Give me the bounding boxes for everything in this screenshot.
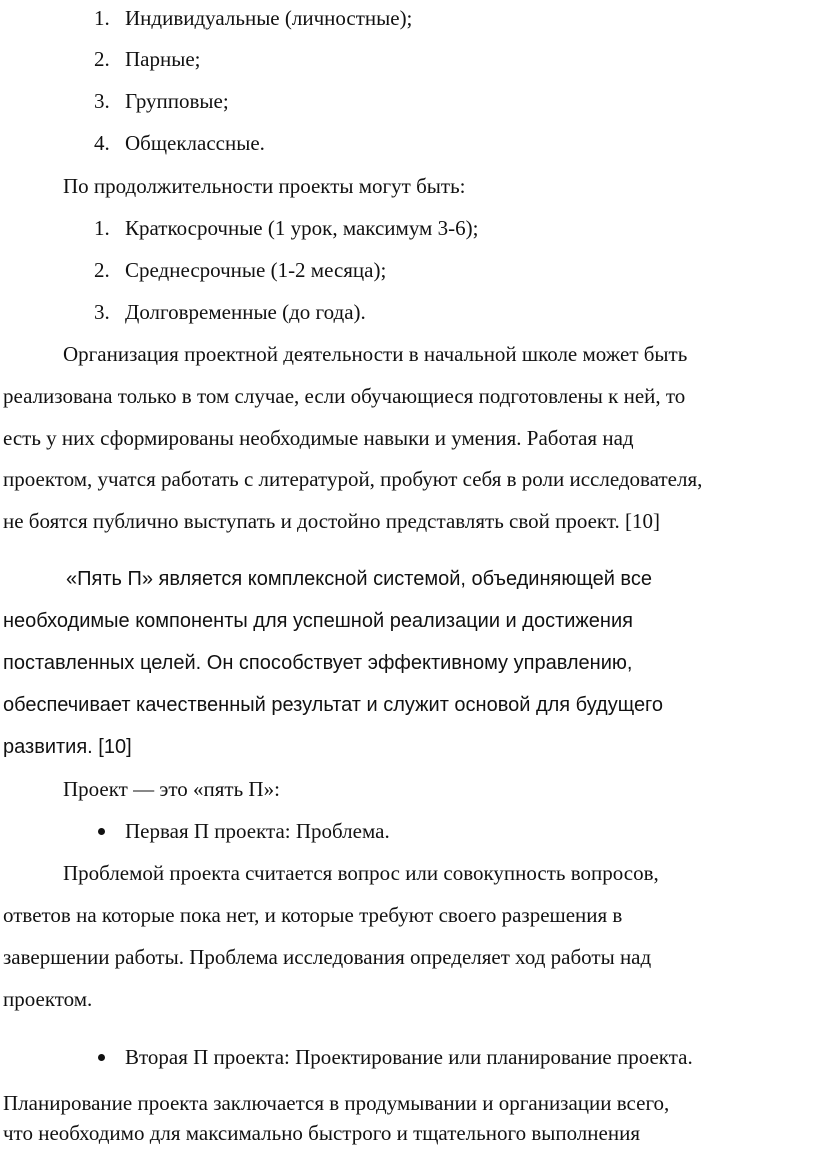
list1-item-1-number: 1. — [94, 6, 110, 30]
bullet-icon — [98, 828, 105, 835]
list2-item-2-number: 2. — [94, 258, 110, 282]
para3-line-3: завершении работы. Проблема исследования определяет ход работы над — [3, 945, 652, 969]
list1-item-4-number: 4. — [94, 131, 110, 155]
list1-item-2-text: Парные; — [125, 47, 201, 71]
para1-line-5: не боятся публично выступать и достойно представлять свой проект. [10] — [3, 509, 660, 533]
duration-intro: По продолжительности проекты могут быть: — [63, 174, 466, 198]
para2-line-5: развития. [10] — [3, 736, 132, 758]
para4-line-2: что необходимо для максимально быстрого и тщательного выполнения — [3, 1121, 640, 1145]
para1-line-3: есть у них сформированы необходимые навыки и умения. Работая над — [3, 426, 634, 450]
para2-line-3: поставленных целей. Он способствует эффективному управлению, — [3, 652, 633, 674]
bullet2-text: Вторая П проекта: Проектирование или планирование проекта. — [125, 1045, 693, 1069]
para1-line-4: проектом, учатся работать с литературой, пробуют себя в роли исследователя, — [3, 467, 703, 491]
list2-item-1-number: 1. — [94, 216, 110, 240]
list2-item-2-text: Среднесрочные (1-2 месяца); — [125, 258, 387, 282]
para1-line-1: Организация проектной деятельности в начальной школе может быть — [63, 342, 688, 366]
bullet-icon — [98, 1054, 105, 1061]
para4-line-1: Планирование проекта заключается в продумывании и организации всего, — [3, 1091, 670, 1115]
para3-line-4: проектом. — [3, 987, 93, 1011]
list1-item-3-text: Групповые; — [125, 89, 229, 113]
list2-item-3-number: 3. — [94, 300, 110, 324]
list1-item-3-number: 3. — [94, 89, 110, 113]
para2-line-2: необходимые компоненты для успешной реализации и достижения — [3, 610, 633, 632]
list1-item-4-text: Общеклассные. — [125, 131, 265, 155]
list1-item-2-number: 2. — [94, 47, 110, 71]
para1-line-2: реализована только в том случае, если обучающиеся подготовлены к ней, то — [3, 384, 686, 408]
list2-item-3-text: Долговременные (до года). — [125, 300, 366, 324]
para2-line-4: обеспечивает качественный результат и служит основой для будущего — [3, 694, 664, 716]
list1-item-1-text: Индивидуальные (личностные); — [125, 6, 413, 30]
para2-line-1: «Пять П» является комплексной системой, объединяющей все — [66, 568, 652, 590]
bullet1-text: Первая П проекта: Проблема. — [125, 819, 390, 843]
list2-item-1-text: Краткосрочные (1 урок, максимум 3-6); — [125, 216, 479, 240]
para3-line-1: Проблемой проекта считается вопрос или совокупность вопросов, — [63, 861, 659, 885]
project-intro: Проект — это «пять П»: — [63, 777, 280, 801]
para3-line-2: ответов на которые пока нет, и которые требуют своего разрешения в — [3, 903, 623, 927]
